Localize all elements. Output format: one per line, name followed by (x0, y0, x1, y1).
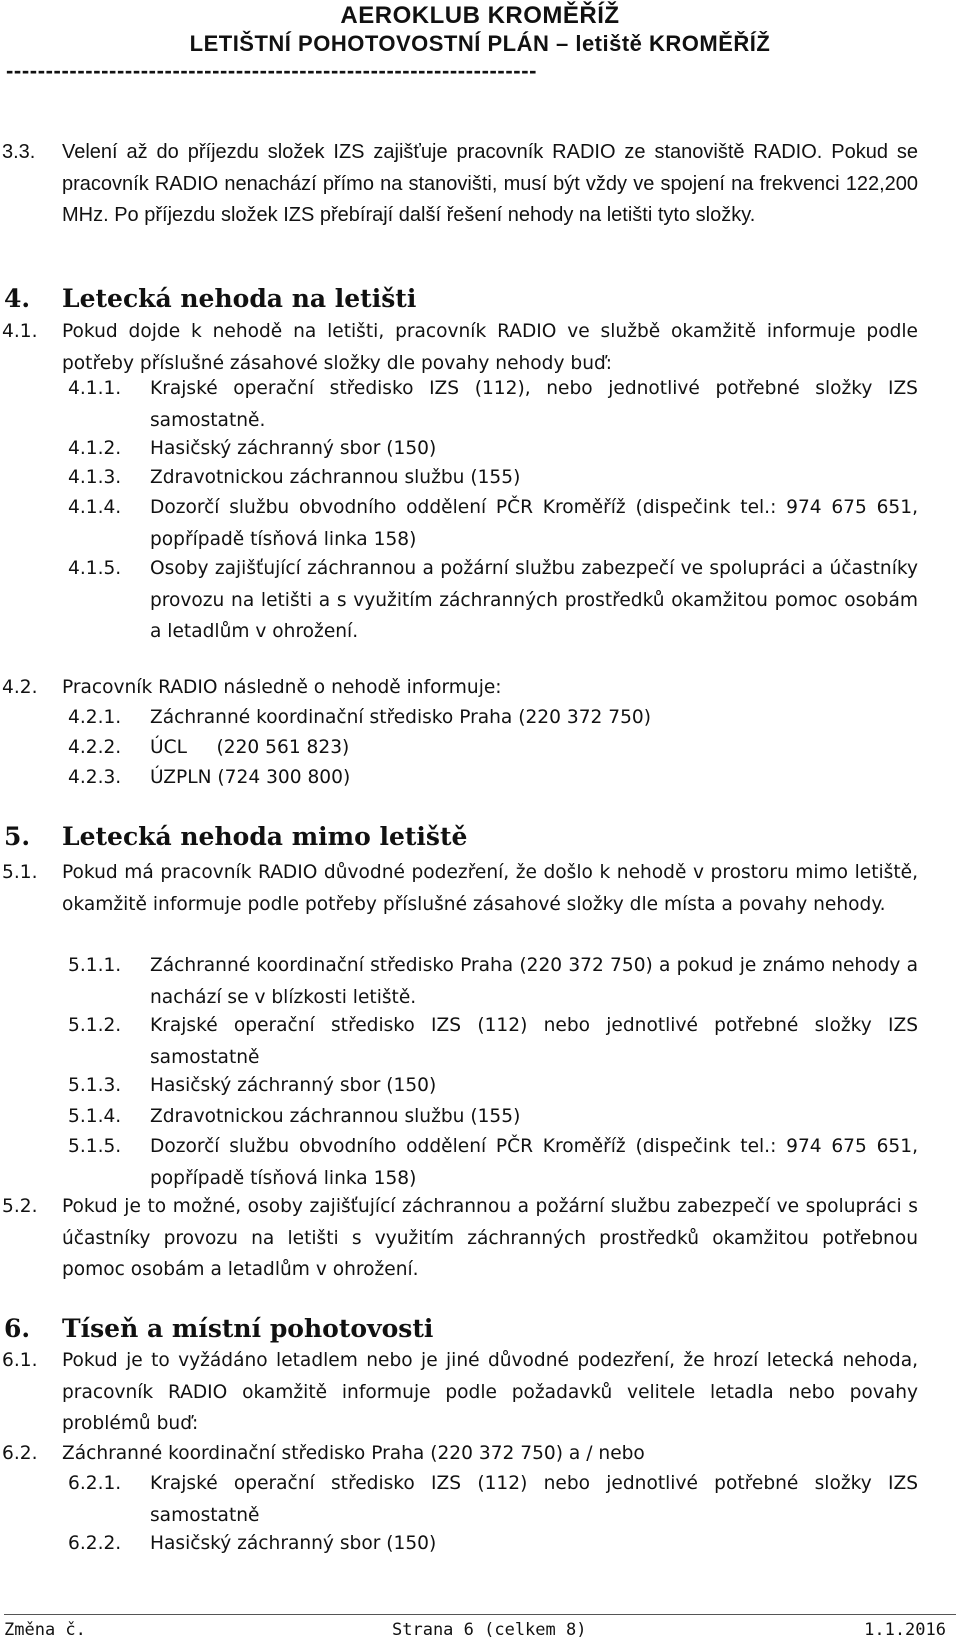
header-org: AEROKLUB KROMĚŘÍŽ (340, 2, 620, 29)
section-title: Letecká nehoda na letišti (62, 284, 417, 313)
paragraph-number: 6.2.1. (68, 1473, 122, 1494)
paragraph-text: Pokud dojde k nehodě na letišti, pracovník RADIO ve službě okamžitě informuje podle potřeby příslušné zásahové složky dle povahy nehody buď: (62, 321, 918, 374)
paragraph-text: Osoby zajišťující záchrannou a požární službu zabezpečí ve spolupráci a účastníky provozu na letišti a s využitím záchranných prostředků okamžitou pomoc osobám a letadlům v ohrožení. (150, 558, 918, 642)
paragraph-number: 4.2.2. (68, 737, 122, 758)
paragraph-number: 4.1.5. (68, 558, 122, 579)
paragraph-text: Dozorčí službu obvodního oddělení PČR Kroměříž (dispečink tel.: 974 675 651, popřípadě tísňová linka 158) (150, 1136, 918, 1189)
paragraph-text: Pracovník RADIO následně o nehodě informuje: (62, 677, 502, 698)
section-number: 5. (4, 822, 31, 851)
paragraph-text: Záchranné koordinační středisko Praha (220 372 750) a / nebo (62, 1443, 645, 1464)
paragraph-number: 4.1.1. (68, 378, 122, 399)
footer-rule (4, 1614, 956, 1615)
section-number: 4. (4, 284, 31, 313)
paragraph-number: 6.2. (2, 1443, 38, 1464)
paragraph-text: Krajské operační středisko IZS (112) nebo jednotlivé potřebné složky IZS samostatně (150, 1015, 918, 1068)
paragraph-number: 4.1.4. (68, 497, 122, 518)
paragraph-text: Hasičský záchranný sbor (150) (150, 438, 437, 459)
paragraph-number: 4.2.1. (68, 707, 122, 728)
paragraph-text: Krajské operační středisko IZS (112) nebo jednotlivé potřebné složky IZS samostatně (150, 1473, 918, 1526)
section-number: 6. (4, 1314, 31, 1343)
paragraph-text: Velení až do příjezdu složek IZS zajišťuje pracovník RADIO ze stanoviště RADIO. Pokud se pracovník RADIO nenachází přímo na stanovišti, musí být vždy ve spojení na frekvenci 122,200 MHz. Po příjezdu složek IZS přebírají další řešení nehody na letišti tyto složky. (62, 141, 918, 226)
paragraph-number: 5.1. (2, 862, 38, 883)
paragraph-number: 4.2. (2, 677, 38, 698)
header-title: LETIŠTNÍ POHOTOVOSTNÍ PLÁN – letiště KROMĚŘÍŽ (189, 31, 771, 56)
paragraph-text: Záchranné koordinační středisko Praha (220 372 750) (150, 707, 652, 728)
footer-page-number: Strana 6 (celkem 8) (392, 1620, 587, 1640)
paragraph-number: 5.1.5. (68, 1136, 122, 1157)
paragraph-text: Krajské operační středisko IZS (112), nebo jednotlivé potřebné složky IZS samostatně. (150, 378, 918, 431)
paragraph-number: 4.1.2. (68, 438, 122, 459)
paragraph-number: 5.1.2. (68, 1015, 122, 1036)
paragraph-text: ÚCL (220 561 823) (150, 737, 350, 758)
header-separator: ------------------------------------------------------------------- (6, 58, 538, 83)
paragraph-number: 4.1.3. (68, 467, 122, 488)
section-title: Letecká nehoda mimo letiště (62, 822, 468, 851)
paragraph-text: Zdravotnickou záchrannou službu (155) (150, 1106, 521, 1127)
paragraph-text: Pokud je to možné, osoby zajišťující záchrannou a požární službu zabezpečí ve spolupráci s účastníky provozu na letišti s využitím záchranných prostředků okamžitou potřebnou pomoc osobám a letadlům v ohrožení. (62, 1196, 918, 1280)
paragraph-number: 4.1. (2, 321, 38, 342)
paragraph-number: 6.1. (2, 1350, 38, 1371)
paragraph-number: 5.1.4. (68, 1106, 122, 1127)
footer-change: Změna č. (4, 1620, 86, 1640)
paragraph-number: 3.3. (2, 141, 36, 163)
paragraph-text: Pokud má pracovník RADIO důvodné podezření, že došlo k nehodě v prostoru mimo letiště, okamžitě informuje podle potřeby příslušné zásahové složky dle místa a povahy nehody. (62, 862, 918, 915)
footer-date: 1.1.2016 (864, 1620, 946, 1640)
paragraph-number: 5.2. (2, 1196, 38, 1217)
paragraph-text: ÚZPLN (724 300 800) (150, 767, 351, 788)
paragraph-text: Záchranné koordinační středisko Praha (220 372 750) a pokud je známo nehody a nachází se v blízkosti letiště. (150, 955, 918, 1008)
paragraph-text: Hasičský záchranný sbor (150) (150, 1533, 437, 1554)
paragraph-text: Zdravotnickou záchrannou službu (155) (150, 467, 521, 488)
paragraph-text: Pokud je to vyžádáno letadlem nebo je jiné důvodné podezření, že hrozí letecká nehoda, pracovník RADIO okamžitě informuje podle požadavků velitele letadla nebo povahy problémů buď: (62, 1350, 918, 1434)
paragraph-text: Hasičský záchranný sbor (150) (150, 1075, 437, 1096)
paragraph-number: 4.2.3. (68, 767, 122, 788)
paragraph-number: 5.1.1. (68, 955, 122, 976)
paragraph-number: 5.1.3. (68, 1075, 122, 1096)
section-title: Tíseň a místní pohotovosti (62, 1314, 434, 1343)
paragraph-number: 6.2.2. (68, 1533, 122, 1554)
paragraph-text: Dozorčí službu obvodního oddělení PČR Kroměříž (dispečink tel.: 974 675 651, popřípadě tísňová linka 158) (150, 497, 918, 550)
